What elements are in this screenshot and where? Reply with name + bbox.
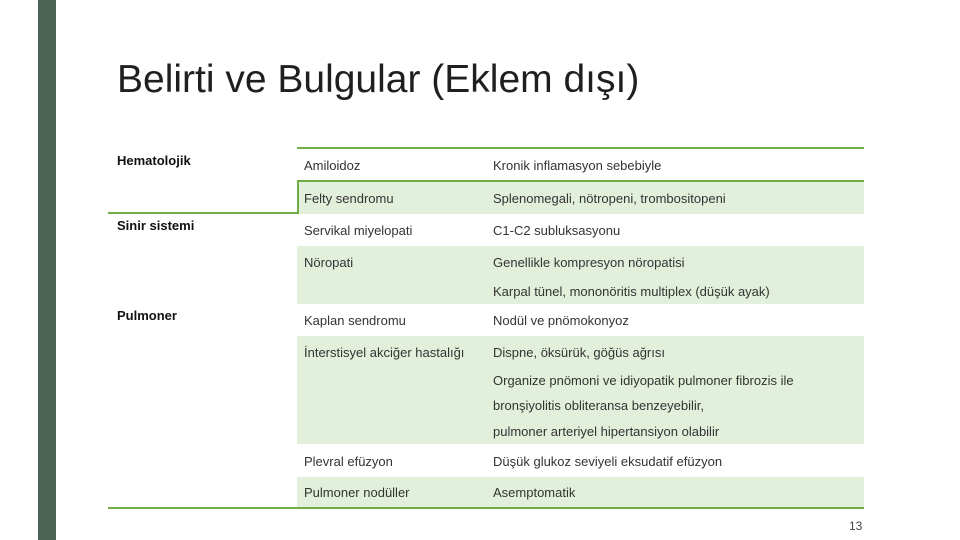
description-cell: Nodül ve pnömokonyoz xyxy=(493,312,629,328)
table-row xyxy=(297,393,864,418)
table-row xyxy=(297,182,864,214)
description-cell: Kronik inflamasyon sebebiyle xyxy=(493,157,662,173)
description-cell: Asemptomatik xyxy=(493,484,576,500)
condition-cell: Servikal miyelopati xyxy=(304,222,413,238)
category-divider xyxy=(108,212,299,214)
table-row xyxy=(297,150,864,180)
description-cell: Dispne, öksürük, göğüs ağrısı xyxy=(493,344,665,360)
condition-cell: Pulmoner nodüller xyxy=(304,484,410,500)
table-row xyxy=(297,278,864,304)
table-top-rule xyxy=(297,147,864,149)
page-number: 13 xyxy=(849,519,863,533)
table-bottom-rule xyxy=(108,507,864,509)
condition-cell: Kaplan sendromu xyxy=(304,312,406,328)
description-cell: C1-C2 subluksasyonu xyxy=(493,222,621,238)
condition-cell: Amiloidoz xyxy=(304,157,361,173)
table-row xyxy=(297,214,864,246)
category-pulmoner: Pulmoner xyxy=(117,308,177,323)
description-cell: Splenomegali, nötropeni, trombositopeni xyxy=(493,190,726,206)
table-row xyxy=(297,304,864,336)
table-row xyxy=(297,368,864,393)
description-cell: Organize pnömoni ve idiyopatik pulmoner fibrozis ile xyxy=(493,373,794,388)
description-cell: Genellikle kompresyon nöropatisi xyxy=(493,254,685,270)
side-accent-bar xyxy=(38,0,56,540)
table-row xyxy=(297,246,864,278)
row-divider xyxy=(297,180,864,182)
condition-cell: Nöropati xyxy=(304,254,354,270)
category-sinir-sistemi: Sinir sistemi xyxy=(117,218,195,233)
condition-cell: Felty sendromu xyxy=(304,190,394,206)
description-cell: bronşiyolitis obliteransa benzeyebilir, xyxy=(493,398,705,413)
category-hematolojik: Hematolojik xyxy=(117,153,191,168)
table-row xyxy=(297,418,864,444)
table-row xyxy=(297,446,864,477)
slide-title: Belirti ve Bulgular (Eklem dışı) xyxy=(117,58,640,101)
table-row xyxy=(297,477,864,507)
description-cell: pulmoner arteriyel hipertansiyon olabilir xyxy=(493,423,720,439)
description-cell: Karpal tünel, mononöritis multiplex (düşük ayak) xyxy=(493,283,770,299)
table-row xyxy=(297,336,864,368)
condition-cell: Plevral efüzyon xyxy=(304,454,393,469)
description-cell: Düşük glukoz seviyeli eksudatif efüzyon xyxy=(493,454,723,469)
column-divider xyxy=(297,180,299,214)
condition-cell: İnterstisyel akciğer hastalığı xyxy=(304,344,465,360)
